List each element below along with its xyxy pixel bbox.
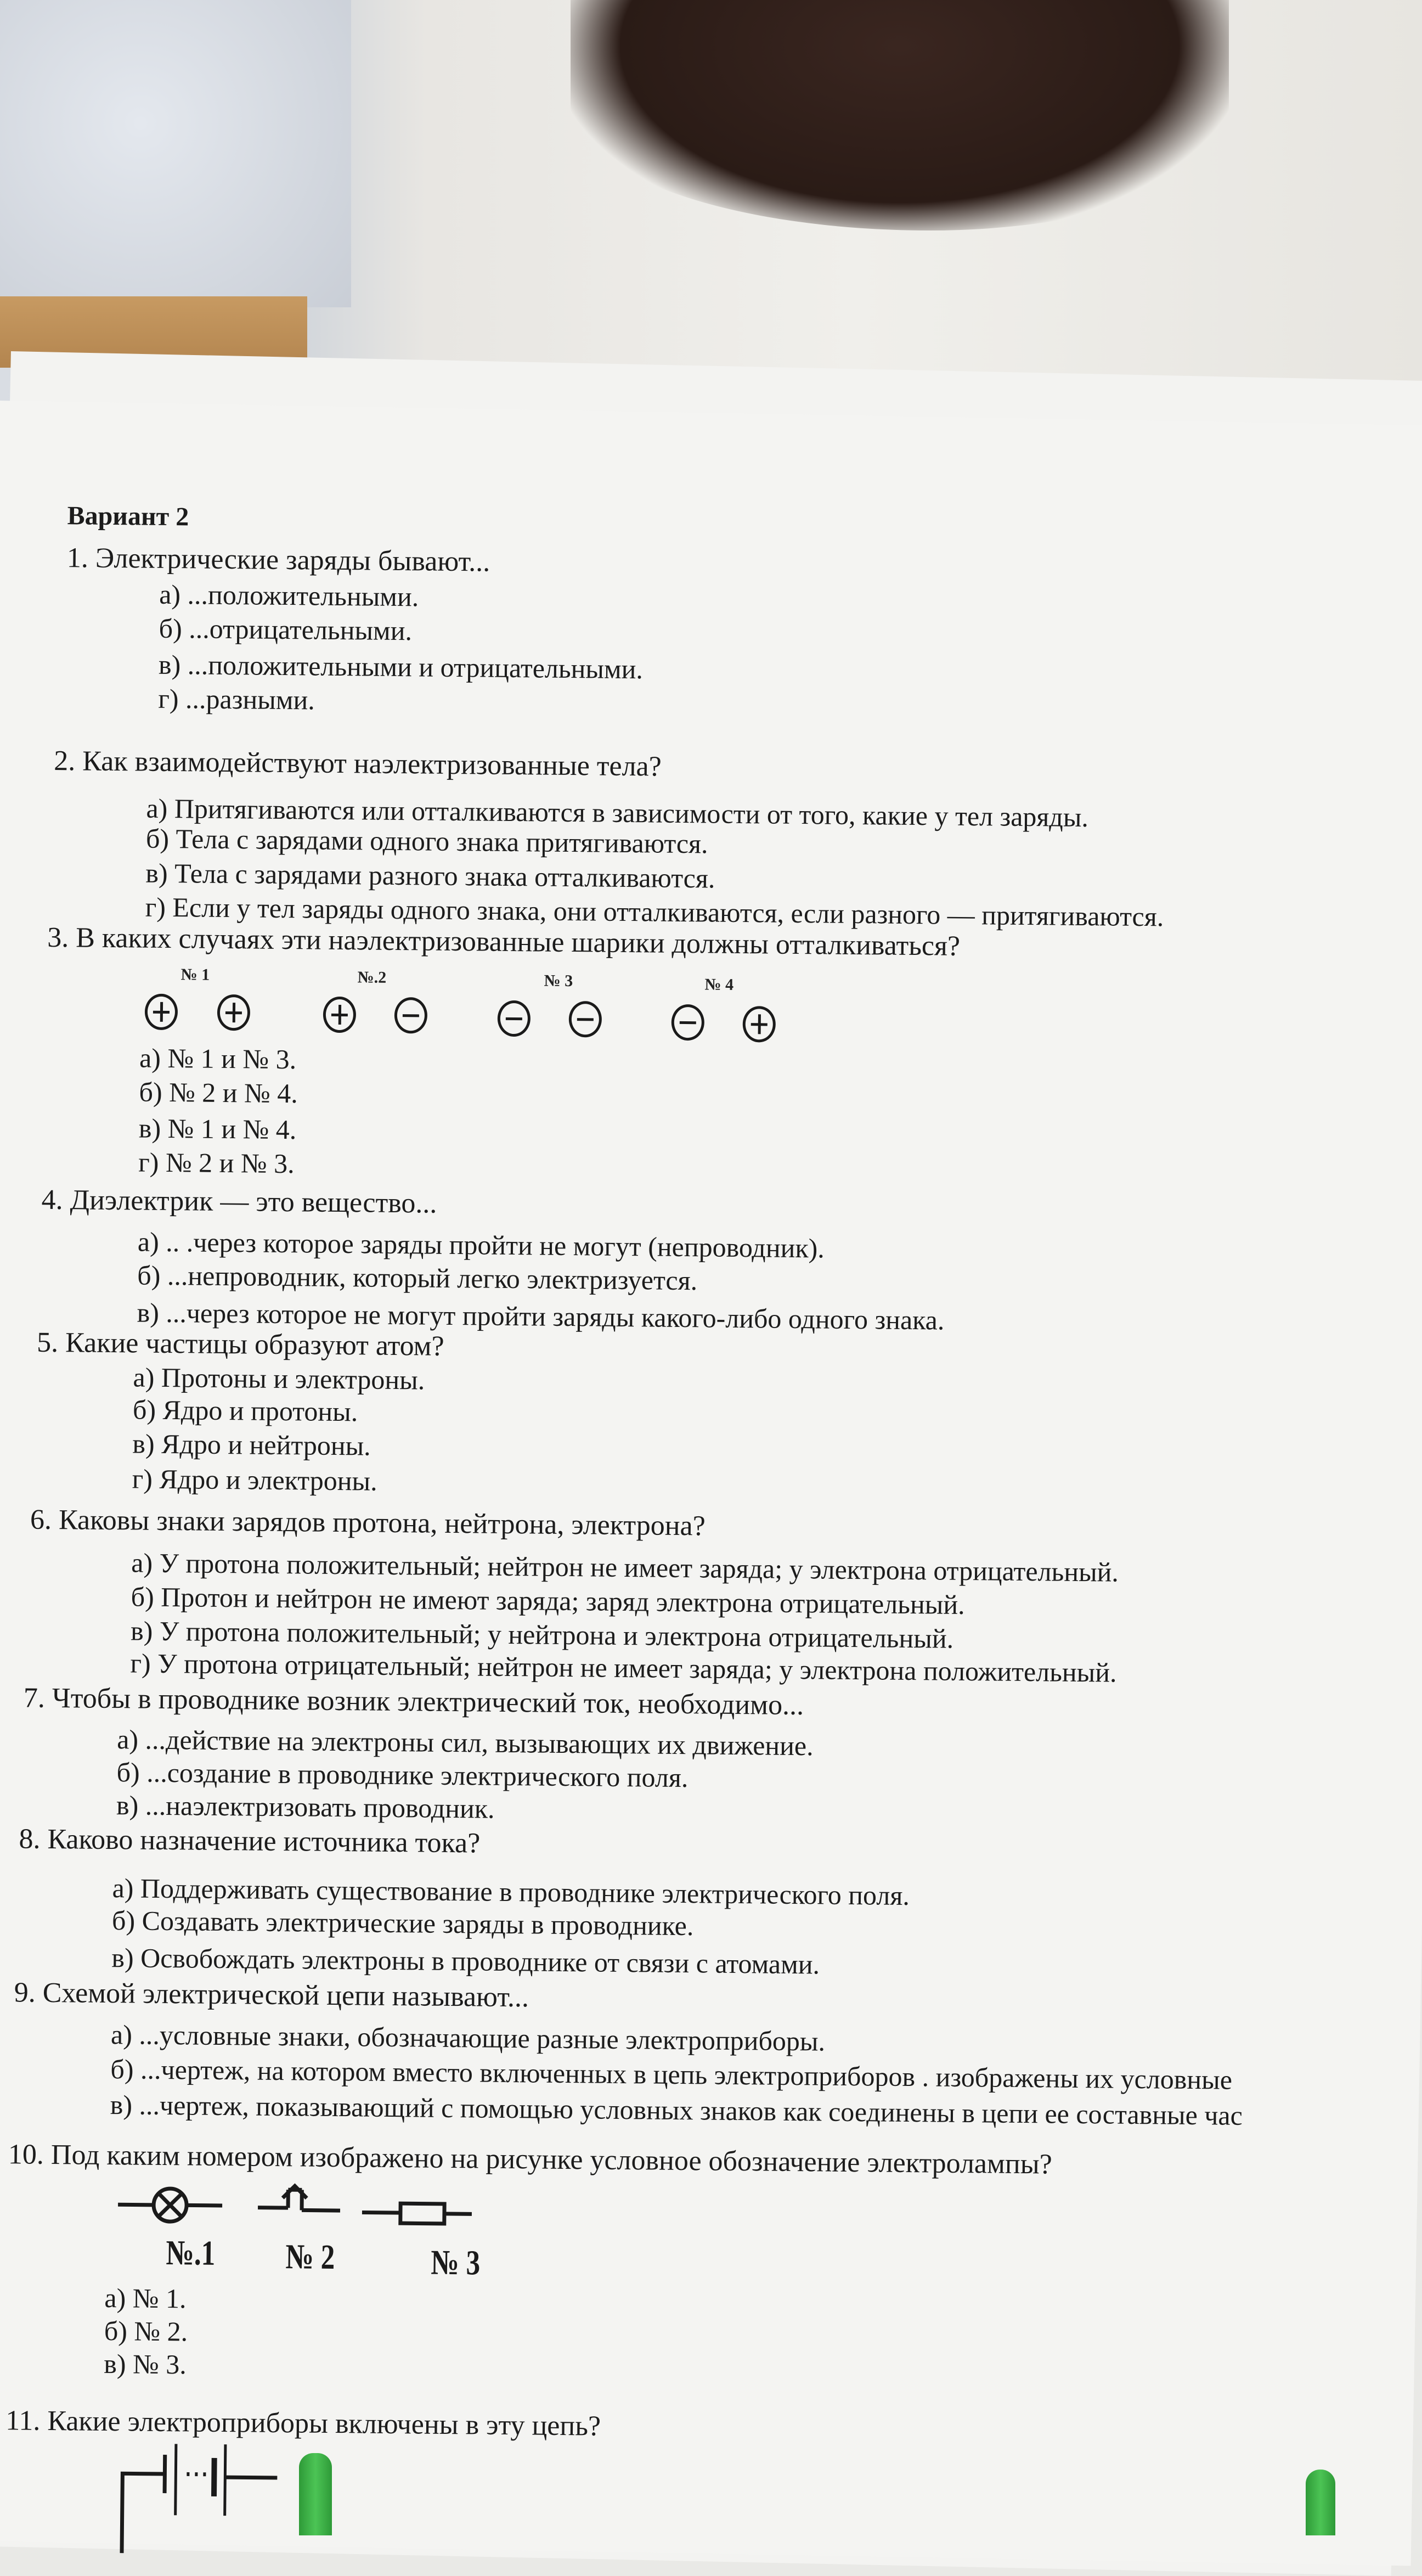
answer: а) № 1 и № 3. [139,1044,296,1073]
pair-label: № 3 [544,973,573,990]
answer: а) У протона положительный; нейтрон не имеет заряда; у электрона отрицательный. [131,1549,1119,1585]
pair-label: № 1 [180,966,210,983]
question-8: 8. Каково назначение источника тока? [19,1825,480,1858]
answer: б) Тела с зарядами одного знака притягиваются. [146,825,708,858]
answer: а) № 1. [104,2284,187,2312]
question-3: 3. В каких случаях эти наэлектризованные шарики должны отталкиваться? [47,924,960,961]
lamp-symbol-icon [118,2188,223,2222]
question-2: 2. Как взаимодействуют наэлектризованные тела? [54,747,662,781]
symbol-label: №.1 [166,2232,216,2274]
negative-charge-icon [498,1000,531,1037]
question-10: 10. Под каким номером изображено на рисунке условное обозначение электролампы? [8,2140,1052,2179]
answer: в) Освобождать электроны в проводнике от связи с атомами. [111,1944,820,1978]
answer: а) ...действие на электроны сил, вызывающих их движение. [117,1725,814,1759]
negative-charge-icon [671,1004,704,1041]
answer: г) Если у тел заряды одного знака, они отталкиваются, если разного — притягиваются. [145,893,1164,931]
answer: а) .. .через которое заряды пройти не могут (непроводник). [138,1228,825,1262]
question-4: 4. Диэлектрик — это вещество... [41,1186,437,1218]
positive-charge-icon [742,1006,776,1043]
question-5: 5. Какие частицы образуют атом? [37,1329,444,1361]
answer: г) Ядро и электроны. [132,1465,377,1494]
answer: б) ...чертеж, на котором вместо включенных в цепь электроприборов . изображены их условные [110,2055,1232,2094]
answer: г) У протона отрицательный; нейтрон не имеет заряда; у электрона положительный. [130,1649,1116,1686]
negative-charge-icon [394,997,428,1034]
answer: б) ...создание в проводнике электрического поля. [116,1758,688,1791]
answer: а) Притягиваются или отталкиваются в зависимости от того, какие у тел заряды. [146,795,1088,831]
answer: б) Ядро и протоны. [133,1396,358,1425]
positive-charge-icon [145,994,178,1031]
green-marker [299,2453,332,2535]
pair-label: № 4 [704,976,733,993]
pair-label: №.2 [357,969,386,986]
answer: б) ...непроводник, который легко электризуется. [137,1261,697,1294]
question-9: 9. Схемой электрической цепи называют... [14,1978,529,2012]
question-6: 6. Каковы знаки зарядов протона, нейтрона, электрона? [30,1506,706,1541]
answer: г) № 2 и № 3. [138,1148,295,1177]
question-1: 1. Электрические заряды бывают... [67,544,490,576]
variant-title: Вариант 2 [67,503,189,530]
question-7: 7. Чтобы в проводнике возник электрический ток, необходимо... [24,1684,804,1720]
answer: в) № 1 и № 4. [139,1114,297,1143]
switch-symbol-icon [258,2186,340,2211]
answer: а) ...положительными. [159,581,419,611]
answer: в) У протона положительный; у нейтрона и электрона отрицательный. [131,1617,953,1652]
answer: а) Протоны и электроны. [133,1363,425,1393]
answer: б) № 2 и № 4. [139,1078,298,1107]
symbol-label: № 2 [285,2236,335,2277]
green-marker [1306,2470,1335,2535]
answer: а) ...условные знаки, обозначающие разные электроприборы. [111,2021,825,2055]
answer: в) ...чертеж, показывающий с помощью условных знаков как соединены в цепи ее составные час [110,2091,1243,2129]
question-11: 11. Какие электроприборы включены в эту цепь? [5,2406,601,2440]
answer: в) Ядро и нейтроны. [132,1430,371,1459]
answer: в) № 3. [104,2350,187,2378]
answer: б) ...отрицательными. [159,615,412,644]
answer: в) ...положительными и отрицательными. [159,651,643,683]
answer: в) Тела с зарядами разного знака отталкиваются. [145,859,715,892]
symbol-label: № 3 [431,2242,481,2283]
positive-charge-icon [323,997,357,1033]
answer: б) Протон и нейтрон не имеют заряда; заряд электрона отрицательный. [131,1583,964,1618]
positive-charge-icon [217,994,251,1031]
answer: б) Создавать электрические заряды в проводнике. [112,1906,694,1939]
answer: г) ...разными. [158,685,315,714]
negative-charge-icon [569,1001,602,1038]
resistor-symbol-icon [362,2203,472,2224]
answer: в) ...через которое не могут пройти заряды какого-либо одного знака. [137,1298,944,1334]
answer: в) ...наэлектризовать проводник. [116,1791,495,1823]
answer: а) Поддерживать существование в проводнике электрического поля. [112,1874,910,1909]
circuit-symbols [115,2174,533,2238]
answer: б) № 2. [104,2317,188,2345]
